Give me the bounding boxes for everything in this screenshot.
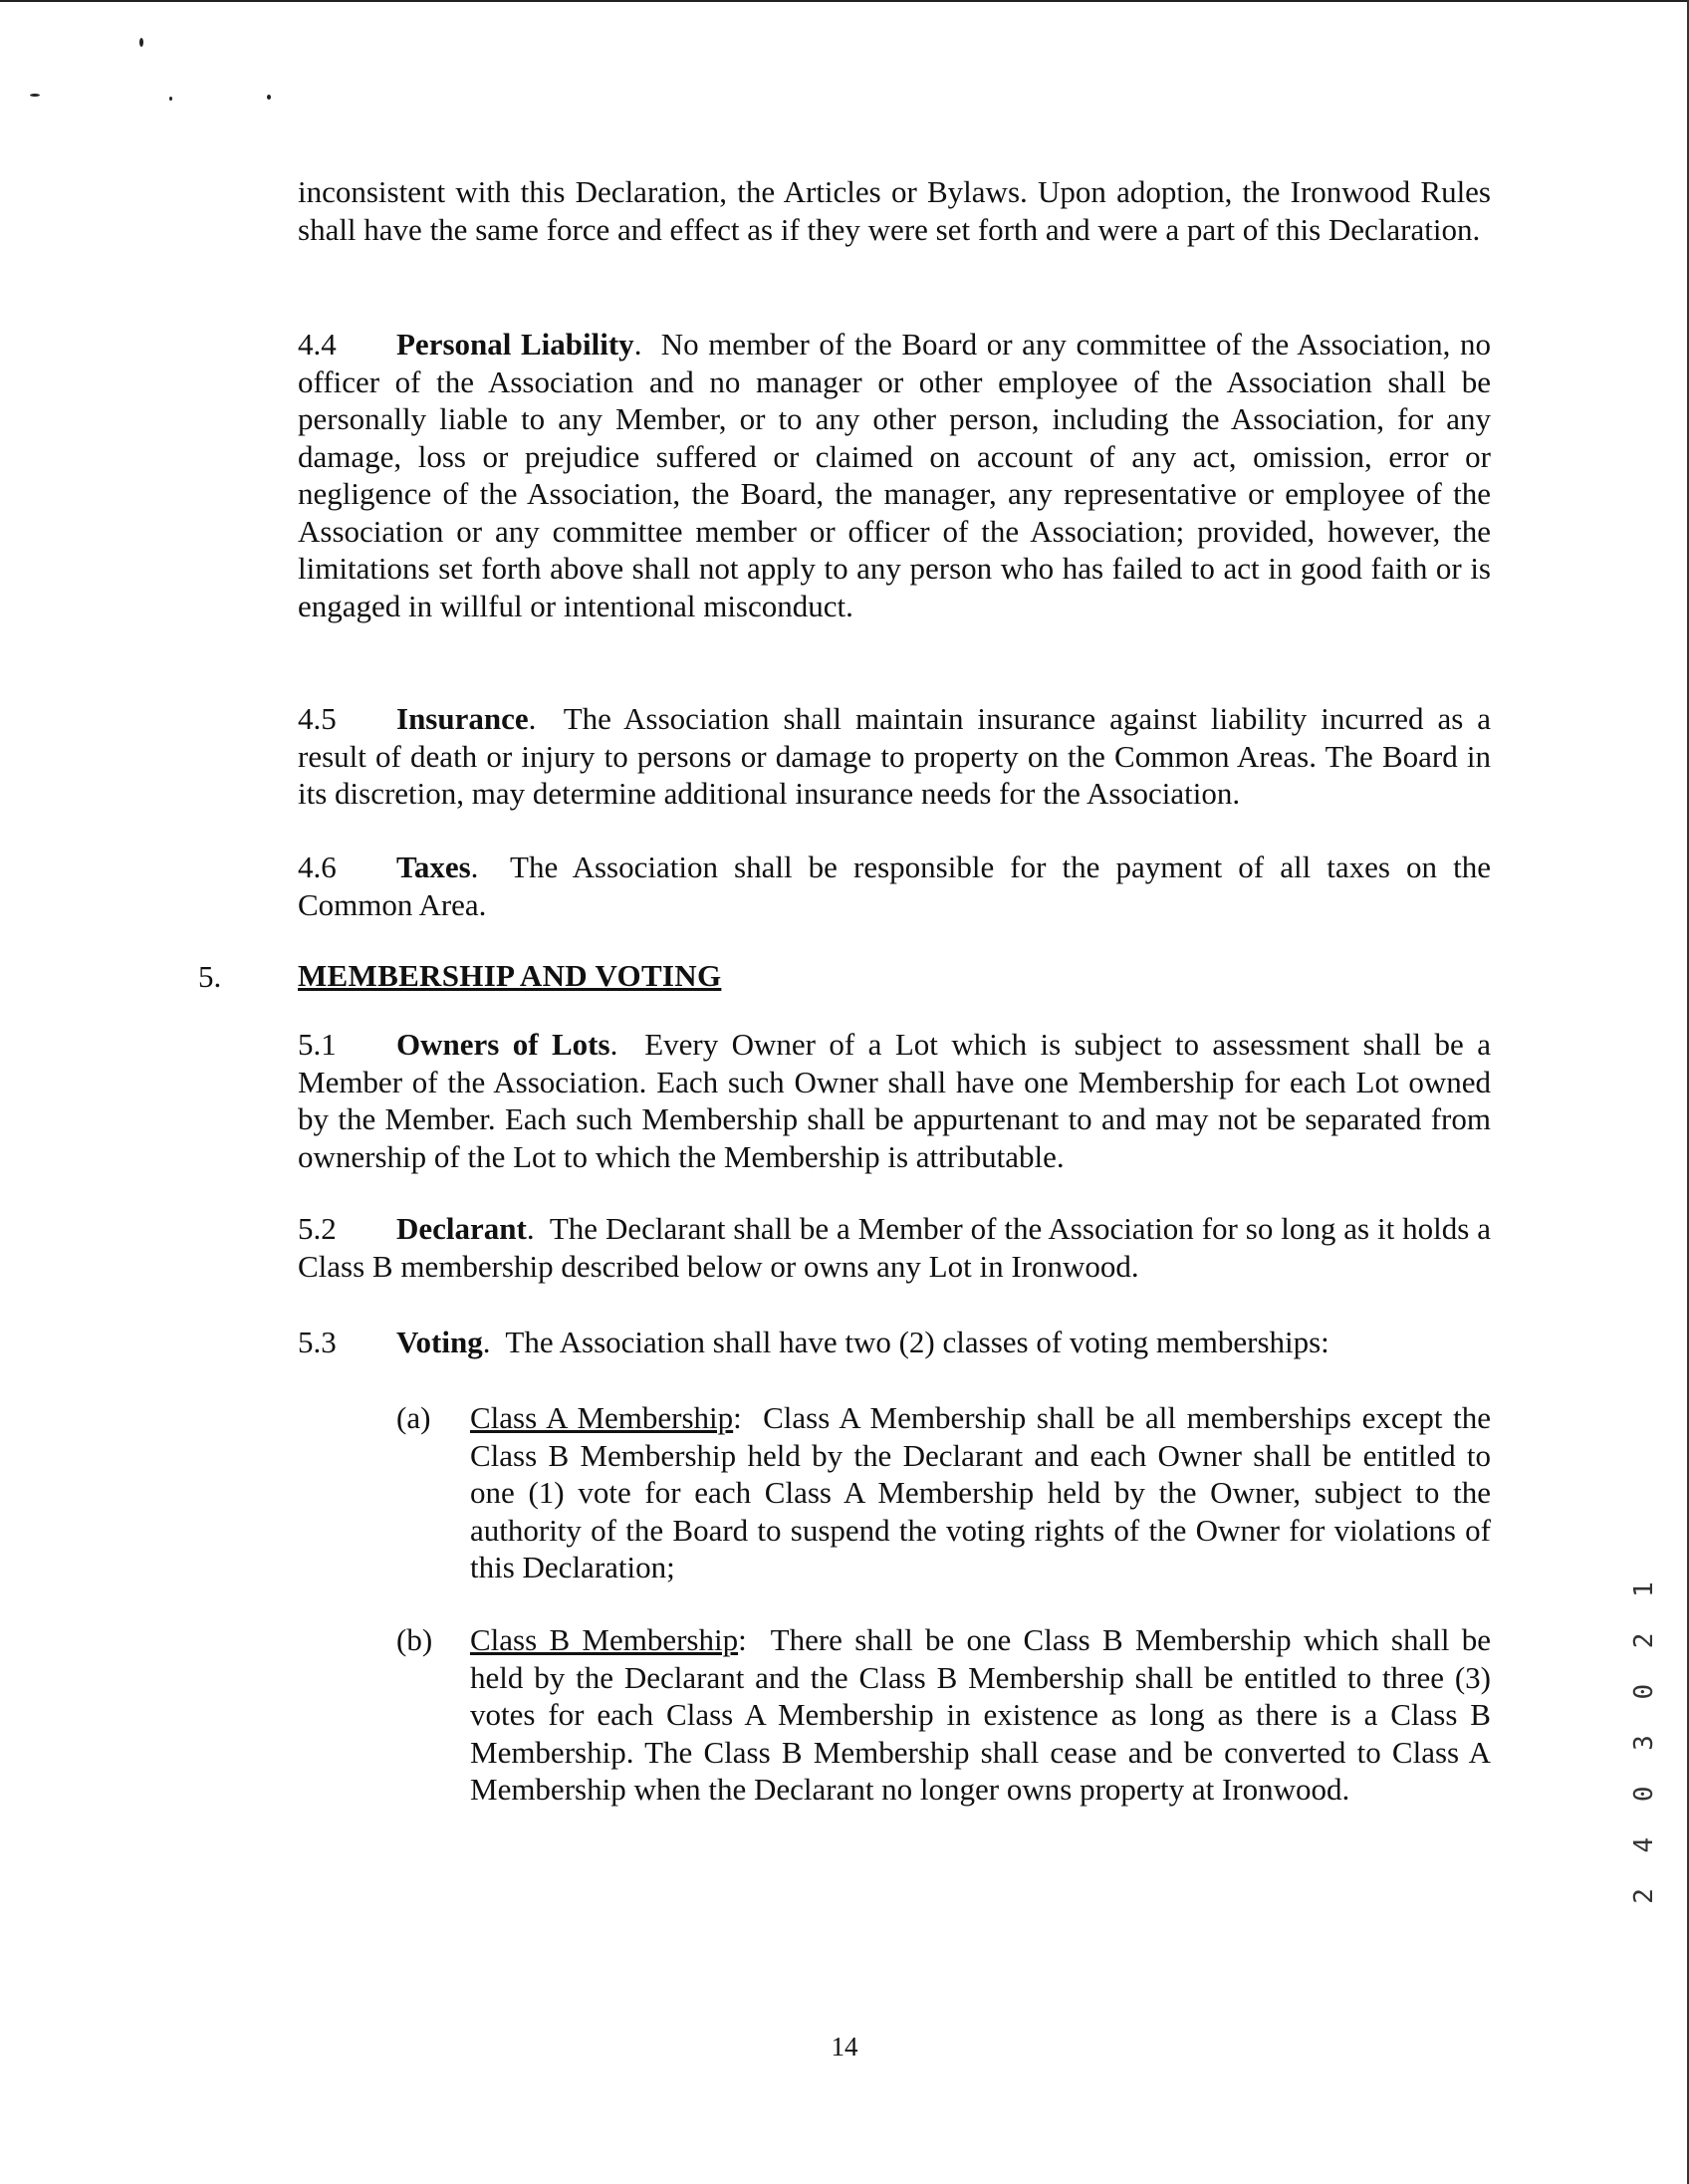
- section-5-1-body: Every Owner of a Lot which is subject to assessment shall be a Member of the Association. Each such Owner shall have one Membership for each Lot owned by the Member. Each such Membership shall be appurtenant to and may not be separated from ownership of the Lot to which the Membership is attributable.: [298, 1027, 1491, 1174]
- subsection-a-paragraph: Class A Membership: Class A Membership shall be all memberships except the Class B Membership held by the Declarant and each Owner shall be entitled to one (1) vote for each Class A Membership held by the Owner, subject to the authority of the Board to suspend the voting rights of the Owner for violations of this Declaration;: [470, 1400, 1491, 1584]
- scan-border-top: [0, 0, 1689, 2]
- section-number-5-2: 5.2: [298, 1211, 337, 1246]
- subsection-label-a: (a): [396, 1400, 431, 1435]
- scan-speck: [169, 97, 172, 101]
- section-number-4-5: 4.5: [298, 701, 337, 736]
- subsection-b-title: Class B Membership: [470, 1622, 739, 1657]
- scan-speck: [139, 38, 143, 47]
- subsection-a-body: Class A Membership shall be all memberships except the Class B Membership held by the Declarant and each Owner shall be entitled to one (1) vote for each Class A Membership held by the Owner, subject to the authority of the Board to suspend the voting rights of the Owner for violations of this Declaration;: [470, 1400, 1491, 1584]
- scan-speck: [267, 95, 271, 100]
- scan-speck: [30, 94, 40, 97]
- section-number-4-4: 4.4: [298, 327, 337, 362]
- section-number-4-6: 4.6: [298, 849, 337, 884]
- subsection-label-b: (b): [396, 1622, 433, 1657]
- recording-number-text: 2 4 0 3 0 2 1: [1629, 1572, 1659, 1904]
- subsection-b-paragraph: Class B Membership: There shall be one Class B Membership which shall be held by the Declarant and the Class B Membership shall be entitled to three (3) votes for each Class A Membership in existence as long as there is a Class B Membership. The Class B Membership shall cease and be converted to Class A Membership when the Declarant no longer owns property at Ironwood.: [470, 1622, 1491, 1807]
- section-4-6-paragraph: Taxes. The Association shall be responsible for the payment of all taxes on the Common Area.: [298, 849, 1491, 922]
- section-number-5-3: 5.3: [298, 1325, 337, 1359]
- section-4-4-paragraph: Personal Liability. No member of the Board or any committee of the Association, no officer of the Association and no manager or other employee of the Association shall be personally liable to any Member, or to any other person, including the Association, for any damage, loss or prejudice suffered or claimed on account of any act, omission, error or negligence of the Association, the Board, the manager, any representative or employee of the Association or any committee member or officer of the Association; provided, however, the limitations set forth above shall not apply to any person who has failed to act in good faith or is engaged in willful or intentional misconduct.: [298, 327, 1491, 623]
- section-4-5-body: The Association shall maintain insurance against liability incurred as a result of death or injury to persons or damage to property on the Common Areas. The Board in its discretion, may determine additional insurance needs for the Association.: [298, 701, 1491, 811]
- section-5-2-body: The Declarant shall be a Member of the Association for so long as it holds a Class B membership described below or owns any Lot in Ironwood.: [298, 1211, 1491, 1284]
- recording-number-stamp: [1629, 1554, 1659, 1922]
- section-5-1-paragraph: Owners of Lots. Every Owner of a Lot which is subject to assessment shall be a Member of the Association. Each such Owner shall have one Membership for each Lot owned by the Member. Each such Membership shall be appurtenant to and may not be separated from ownership of the Lot to which the Membership is attributable.: [298, 1027, 1491, 1174]
- section-4-4-title: Personal Liability: [396, 327, 634, 362]
- section-4-6-body: The Association shall be responsible for the payment of all taxes on the Common Area.: [298, 849, 1491, 922]
- section-4-5-title: Insurance: [396, 701, 529, 736]
- section-5-heading: MEMBERSHIP AND VOTING: [298, 958, 722, 993]
- section-4-6-title: Taxes: [396, 849, 471, 884]
- section-number-5: 5.: [198, 959, 222, 994]
- section-5-3-title: Voting: [396, 1325, 483, 1359]
- intro-paragraph: inconsistent with this Declaration, the Articles or Bylaws. Upon adoption, the Ironwood Rules shall have the same force and effect as if they were set forth and were a part of this Declaration.: [298, 174, 1491, 247]
- section-5-2-paragraph: Declarant. The Declarant shall be a Member of the Association for so long as it holds a Class B membership described below or owns any Lot in Ironwood.: [298, 1211, 1491, 1284]
- section-5-3-body: The Association shall have two (2) classes of voting memberships:: [505, 1325, 1329, 1359]
- subsection-a-title: Class A Membership: [470, 1400, 734, 1435]
- subsection-b-body: There shall be one Class B Membership which shall be held by the Declarant and the Class B Membership shall be entitled to three (3) votes for each Class A Membership in existence as long as there is a Class B Membership. The Class B Membership shall cease and be converted to Class A Membership when the Declarant no longer owns property at Ironwood.: [470, 1622, 1491, 1807]
- section-5-2-title: Declarant: [396, 1211, 527, 1246]
- section-5-3-paragraph: Voting. The Association shall have two (2) classes of voting memberships:: [396, 1325, 1329, 1359]
- page-number: 14: [831, 2032, 858, 2062]
- section-number-5-1: 5.1: [298, 1027, 337, 1062]
- section-4-5-paragraph: Insurance. The Association shall maintain insurance against liability incurred as a result of death or injury to persons or damage to property on the Common Areas. The Board in its discretion, may determine additional insurance needs for the Association.: [298, 701, 1491, 811]
- section-5-1-title: Owners of Lots: [396, 1027, 610, 1062]
- section-4-4-body: No member of the Board or any committee of the Association, no officer of the Association and no manager or other employee of the Association shall be personally liable to any Member, or to any other person, including the Association, for any damage, loss or prejudice suffered or claimed on account of any act, omission, error or negligence of the Association, the Board, the manager, any representative or employee of the Association or any committee member or officer of the Association; provided, however, the limitations set forth above shall not apply to any person who has failed to act in good faith or is engaged in willful or intentional misconduct.: [298, 327, 1491, 623]
